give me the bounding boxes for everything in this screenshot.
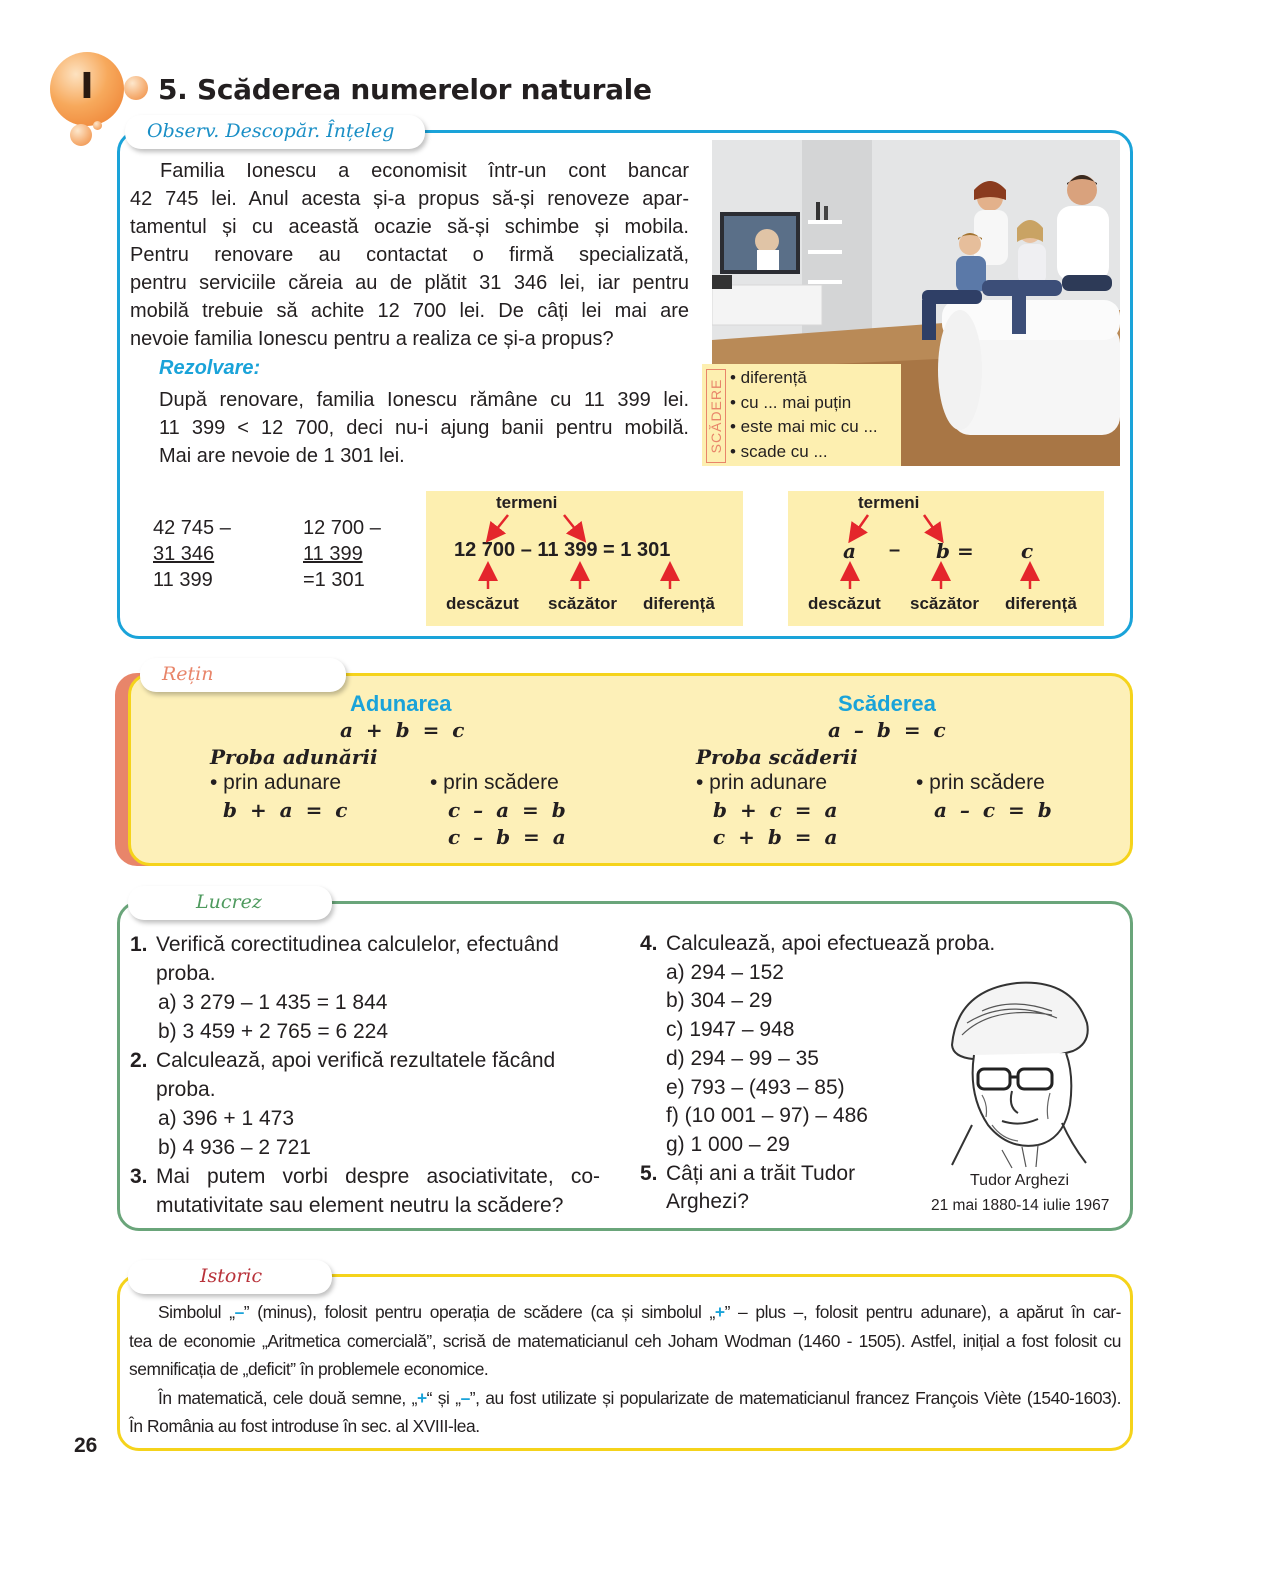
observ-tab: Observ. Descopăr. Înțeleg	[125, 115, 425, 149]
calc-line: 12 700 –	[303, 517, 381, 539]
synonyms-list	[730, 366, 878, 464]
ex-text: mutativitate sau element neutru la scădere?	[156, 1194, 564, 1217]
ex-number: 3.	[130, 1165, 148, 1188]
diferenta-label: diferență	[1005, 594, 1077, 613]
ex-item: e) 793 – (493 – 85)	[666, 1075, 845, 1099]
problem-text	[130, 157, 689, 353]
page-title: 5. Scăderea numerelor naturale	[158, 73, 652, 106]
add-method-1-f1: b + a = c	[223, 798, 348, 822]
solution-text	[159, 386, 689, 470]
plus-symbol: +	[416, 1387, 427, 1408]
istoric-line: tea de economie „Aritmetica comercială”, scrisă de matematicianul ceh Joham Wodman (1460 - 1505). Astfel, inițial a fost folosit cu	[129, 1330, 1121, 1351]
add-method-1: • prin adunare	[210, 771, 342, 794]
add-method-2-f1: c – a = b	[448, 798, 566, 822]
descazut-label: descăzut	[446, 594, 519, 613]
synonyms-vertical-label: SCĂDERE	[706, 369, 726, 463]
sub-method-1: • prin adunare	[696, 771, 828, 794]
calc-line: 31 346	[153, 543, 215, 565]
adunarea-title: Adunarea	[350, 691, 452, 716]
arghezi-portrait	[942, 975, 1092, 1170]
termeni-label: termeni	[858, 493, 920, 512]
ex-text: Arghezi?	[666, 1190, 749, 1213]
synonym-item: • diferență	[730, 368, 807, 387]
problem-line: mobilă trebuie să achite 12 700 lei. De câți lei mai are	[130, 300, 689, 322]
istoric-text-part: Simbolul „	[158, 1302, 235, 1322]
portrait-dates: 21 mai 1880-14 iulie 1967	[931, 1197, 1110, 1214]
istoric-line: semnificația de „deficit” în problemele economice.	[129, 1359, 489, 1379]
ex-text: Calculează, apoi verifică rezultatele făcând	[156, 1049, 556, 1072]
add-method-2: • prin scădere	[430, 771, 559, 794]
istoric-text	[129, 1298, 1121, 1441]
ex-item: d) 294 – 99 – 35	[666, 1046, 819, 1070]
ex-item: b) 304 – 29	[666, 989, 773, 1013]
portrait-name: Tudor Arghezi	[970, 1172, 1070, 1189]
rezolvare-label: Rezolvare:	[159, 357, 261, 379]
calc-line: 42 745 –	[153, 517, 231, 539]
descazut-label: descăzut	[808, 594, 881, 613]
problem-line: pentru serviciile căreia au de plătit 31 346 lei, iar pentru	[130, 272, 689, 294]
add-method-2-f2: c – b = a	[448, 825, 566, 849]
adunarea-formula: a + b = c	[340, 718, 465, 742]
istoric-text-part: ”, au fost utilizate și popularizate de matematicianul francez François Viète (1540-1603).	[469, 1387, 1122, 1408]
ex-item: b) 4 936 – 2 721	[158, 1136, 311, 1159]
synonym-item: • este mai mic cu ...	[730, 417, 878, 436]
retin-tab: Rețin	[140, 658, 346, 692]
synonym-item: • scade cu ...	[730, 441, 828, 461]
ex-item: g) 1 000 – 29	[666, 1132, 790, 1156]
ex-item: a) 294 – 152	[666, 960, 784, 984]
istoric-tab: Istoric	[128, 1260, 332, 1294]
solution-line: Mai are nevoie de 1 301 lei.	[159, 445, 405, 467]
minus-symbol: –	[234, 1302, 244, 1322]
problem-line: Familia Ionescu a economisit într-un cont bancar	[160, 160, 689, 182]
bubble-decor	[124, 76, 148, 100]
page-number: 26	[74, 1434, 98, 1457]
letter-minus: –	[889, 539, 901, 561]
istoric-text-part: ” (minus), folosit pentru operația de scădere (ca și simbolul „	[243, 1302, 715, 1322]
calc-line: 11 399	[153, 569, 213, 591]
calc-line: 11 399	[303, 543, 363, 565]
scazator-label: scăzător	[548, 594, 617, 613]
sub-method-2-f1: a – c = b	[934, 798, 1052, 822]
istoric-text-part: În matematică, cele două semne, „	[158, 1387, 417, 1408]
solution-line: După renovare, familia Ionescu rămâne cu 11 399 lei.	[159, 389, 689, 411]
synonym-item: • cu ... mai puțin	[730, 392, 852, 412]
calc-line: =1 301	[303, 569, 365, 591]
istoric-text-part: “ și „	[426, 1387, 461, 1408]
terms-equation: 12 700 – 11 399 = 1 301	[454, 539, 671, 561]
column-calc-1	[153, 515, 231, 593]
ex-text: proba.	[156, 1078, 216, 1101]
ex-text: Mai putem vorbi despre asociativitate, co-	[156, 1165, 600, 1188]
letter-a: a	[843, 539, 856, 563]
scaderea-formula: a – b = c	[828, 718, 946, 742]
problem-line: nevoie familia Ionescu pentru a realiza ce și-a propus?	[130, 328, 614, 350]
ex-text: Verifică corectitudinea calculelor, efectuând	[156, 933, 559, 956]
exercise-3	[130, 1162, 600, 1220]
column-calc-2	[303, 515, 381, 593]
problem-line: 42 745 lei. Anul acesta și-a propus să-și renoveze apar-	[130, 188, 689, 210]
problem-line: Pentru renovare au contactat o firmă specializată,	[130, 244, 689, 266]
letter-c: c	[1021, 539, 1034, 563]
ex-number: 1.	[130, 933, 148, 956]
ex-text: Câți ani a trăit Tudor	[666, 1162, 856, 1185]
exercise-2	[130, 1046, 610, 1162]
bubble-decor	[93, 121, 102, 130]
lucrez-tab: Lucrez	[128, 886, 332, 920]
proba-scaderii: Proba scăderii	[696, 745, 858, 769]
solution-line: 11 399 < 12 700, deci nu-i ajung banii pentru mobilă.	[159, 417, 689, 439]
minus-symbol: –	[460, 1387, 470, 1408]
bubble-decor	[70, 124, 92, 146]
termeni-label: termeni	[496, 493, 558, 512]
istoric-line: În România au fost introduse în sec. al XVIII-lea.	[129, 1416, 480, 1436]
ex-item: c) 1947 – 948	[666, 1018, 795, 1042]
sub-method-1-f2: c + b = a	[713, 825, 838, 849]
chapter-roman: I	[80, 66, 94, 107]
terms-arrows	[788, 491, 1104, 626]
scaderea-title: Scăderea	[838, 691, 936, 716]
ex-item: b) 3 459 + 2 765 = 6 224	[158, 1020, 389, 1043]
scazator-label: scăzător	[910, 594, 979, 613]
retin-frame	[128, 673, 1133, 866]
exercise-5	[640, 1160, 940, 1216]
ex-item: f) (10 001 – 97) – 486	[666, 1104, 868, 1128]
ex-text: Calculează, apoi efectuează proba.	[666, 932, 996, 955]
ex-text: proba.	[156, 962, 216, 985]
sub-method-1-f1: b + c = a	[713, 798, 838, 822]
ex-number: 2.	[130, 1049, 148, 1072]
terms-arrows	[426, 491, 743, 626]
exercise-1	[130, 930, 610, 1046]
ex-number: 4.	[640, 932, 658, 955]
ex-number: 5.	[640, 1162, 658, 1185]
plus-symbol: +	[714, 1302, 725, 1322]
chapter-bubble	[50, 52, 124, 126]
istoric-text-part: ” – plus –, folosit pentru adunare), a apărut în car-	[724, 1302, 1121, 1322]
problem-line: tamentul și cu această ocazie să-și schimbe și mobila.	[130, 216, 689, 238]
diferenta-label: diferență	[643, 594, 715, 613]
ex-item: a) 396 + 1 473	[158, 1107, 295, 1130]
letter-b: b =	[936, 539, 974, 563]
sub-method-2: • prin scădere	[916, 771, 1045, 794]
proba-adunarii: Proba adunării	[210, 745, 378, 769]
ex-item: a) 3 279 – 1 435 = 1 844	[158, 991, 388, 1014]
